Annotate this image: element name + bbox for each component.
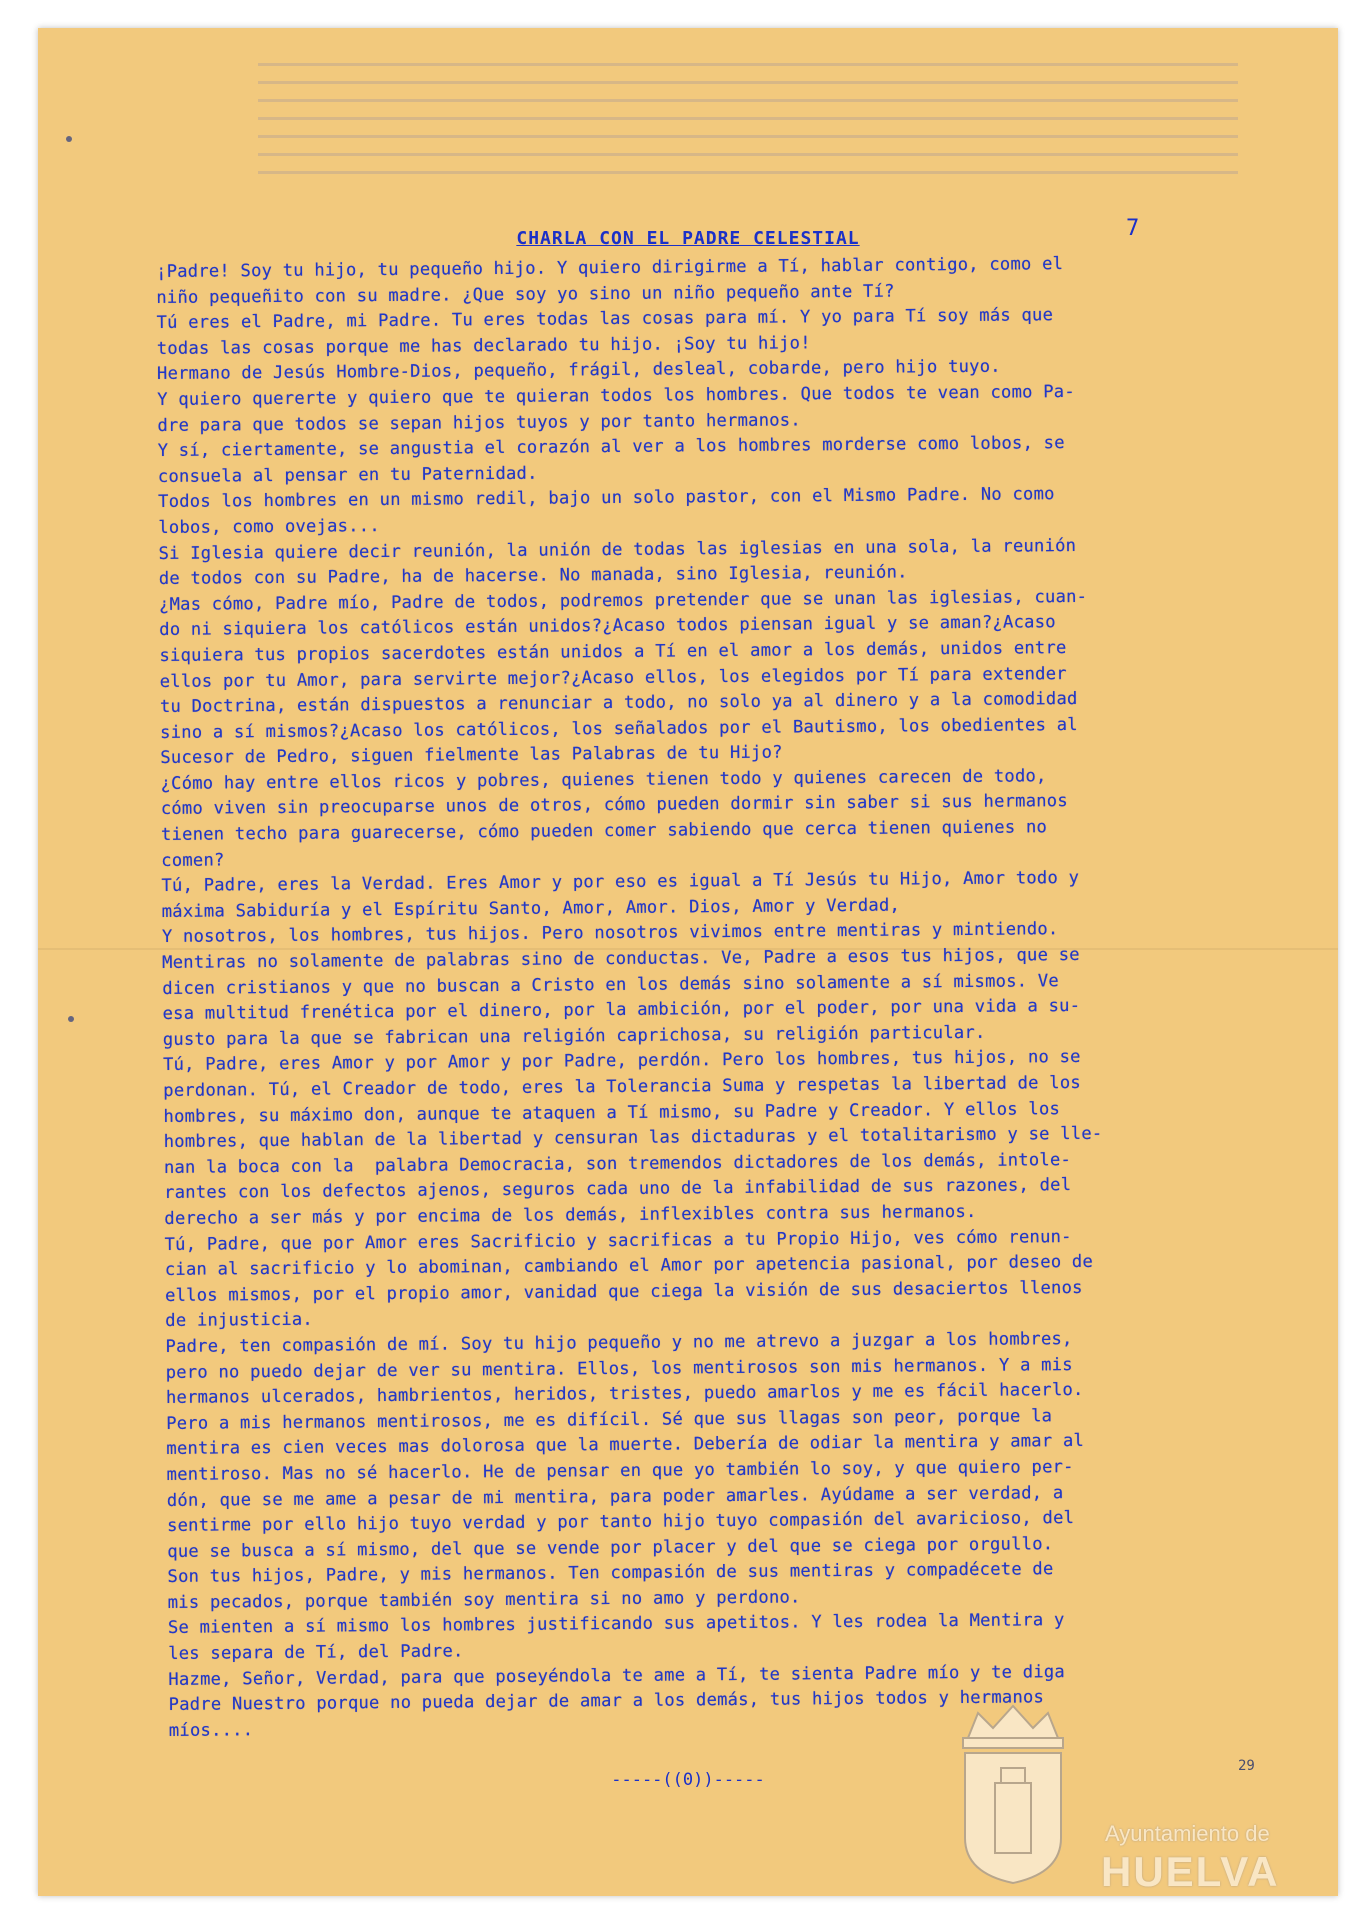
text-line: Se mienten a sí mismo los hombres justificando sus apetitos. Y les rodea la Mentira y	[167, 1610, 1065, 1639]
text-line: mentiroso. Mas no sé hacerlo. He de pensar en que yo también lo soy, y que quiero per-	[166, 1456, 1074, 1485]
text-line: dón, que se me ame a pesar de mi mentira, para poder amarles. Ayúdame a ser verdad, a	[166, 1482, 1064, 1511]
text-line: Sucesor de Pedro, siguen fielmente las Palabras de tu Hijo?	[160, 742, 783, 769]
text-line: siquiera tus propios sacerdotes están unidos a Tí en el amor a los demás, unidos entre	[159, 637, 1067, 666]
text-line: Son tus hijos, Padre, y mis hermanos. Ten compasión de sus mentiras y compadécete de	[167, 1559, 1054, 1588]
page-title: CHARLA CON EL PADRE CELESTIAL	[516, 228, 860, 249]
text-line: rantes con los defectos ajenos, seguros cada uno de la infabilidad de sus razones, del	[164, 1175, 1072, 1204]
text-line: ¿Cómo hay entre ellos ricos y pobres, quienes tienen todo y quienes carecen de todo,	[160, 766, 1047, 794]
text-line: Y sí, ciertamente, se angustia el corazón al ver a los hombres morderse como lobos, se	[157, 433, 1065, 462]
text-line: hombres, que hablan de la libertad y censuran las dictaduras y el totalitarismo y se lle-	[163, 1123, 1103, 1153]
text-line: niño pequeñito con su madre. ¿Que soy yo sino un niño pequeño ante Tí?	[156, 281, 895, 308]
text-line: Pero a mis hermanos mentirosos, me es difícil. Sé que sus llagas son peor, porque la	[166, 1405, 1053, 1434]
text-line: Y quiero quererte y quiero que te quieran todos los hombres. Que todos te vean como Pa-	[157, 381, 1075, 410]
text-line: tu Doctrina, están dispuestos a renunciar a todo, no solo ya al dinero y a la comodidad	[159, 689, 1078, 718]
huelva-watermark	[953, 1698, 1333, 1896]
text-line: dicen cristianos y que no buscan a Cristo en los demás sino solamente a sí mismos. Ve	[162, 970, 1059, 999]
text-line: Hermano de Jesús Hombre-Dios, pequeño, frágil, desleal, cobarde, pero hijo tuyo.	[156, 357, 1001, 385]
text-line: Si Iglesia quiere decir reunión, la unión de todas las iglesias en una sola, la reunión	[158, 535, 1077, 564]
text-line: cian al sacrificio y lo abominan, cambiando el Amor por apetencia pasional, por deseo de	[164, 1252, 1094, 1281]
page-number: 7	[1126, 216, 1140, 241]
text-line: Tú, Padre, eres Amor y por Amor y por Padre, perdón. Pero los hombres, tus hijos, no se	[162, 1047, 1081, 1076]
text-line: esa multitud frenética por el dinero, por la ambición, por el poder, por una vida a su-	[162, 996, 1081, 1025]
punch-hole-mark	[68, 1016, 74, 1022]
text-line: Todos los hombres en un mismo redil, bajo un solo pastor, con el Mismo Padre. No como	[158, 484, 1055, 513]
text-line: máxima Sabiduría y el Espíritu Santo, Amor, Amor. Dios, Amor y Verdad,	[161, 895, 901, 922]
text-line: sino a sí mismos?¿Acaso los católicos, los señalados por el Bautismo, los obedientes al	[160, 714, 1078, 743]
text-line: Tú, Padre, que por Amor eres Sacrificio y sacrificas a tu Propio Hijo, ves cómo renun-	[164, 1226, 1072, 1255]
text-line: hombres, su máximo don, aunque te ataquen a Tí mismo, su Padre y Creador. Y ellos los	[163, 1098, 1061, 1127]
text-line: perdonan. Tú, el Creador de todo, eres la Tolerancia Suma y respetas la libertad de los	[163, 1072, 1081, 1101]
text-line: Padre, ten compasión de mí. Soy tu hijo pequeño y no me atrevo a juzgar a los hombres,	[165, 1328, 1073, 1357]
text-line: nan la boca con la palabra Democracia, son tremendos dictadores de los demás, intole-	[163, 1149, 1072, 1178]
text-line: Mentiras no solamente de palabras sino de conductas. Ve, Padre a esos tus hijos, que se	[162, 944, 1080, 974]
text-line: ellos por tu Amor, para servirte mejor?¿Acaso ellos, los elegidos por Tí para extender	[159, 663, 1067, 692]
end-mark: -----((0))-----	[611, 1770, 765, 1790]
bleed-through-text	[258, 48, 1238, 228]
text-line: Padre Nuestro porque no pueda dejar de amar a los demás, tus hijos todos y hermanos	[168, 1687, 1045, 1716]
text-line: ellos mismos, por el propio amor, vanidad que ciega la visión de sus desaciertos llenos	[164, 1277, 1083, 1306]
text-line: míos....	[168, 1720, 254, 1741]
text-line: pero no puedo dejar de ver su mentira. Ellos, los mentirosos son mis hermanos. Y a mis	[165, 1354, 1073, 1383]
text-line: lobos, como ovejas...	[158, 515, 380, 538]
text-line: sentirme por ello hijo tuyo verdad y por tanto hijo tuyo compasión del avaricioso, del	[166, 1508, 1075, 1537]
text-line: do ni siquiera los católicos están unidos?¿Acaso todos piensan igual y se aman?¿Acaso	[159, 612, 1056, 641]
text-line: derecho a ser más y por encima de los demás, inflexibles contra sus hermanos.	[164, 1201, 977, 1229]
text-line: ¿Mas cómo, Padre mío, Padre de todos, podremos pretender que se unan las iglesias, cuan-	[158, 586, 1088, 615]
text-line: tienen techo para guarecerse, cómo pueden comer sabiendo que cerca tienen quienes no	[160, 817, 1048, 846]
document-page	[38, 28, 1338, 1896]
text-line: Hazme, Señor, Verdad, para que poseyéndola te ame a Tí, te sienta Padre mío y te diga	[168, 1661, 1066, 1690]
text-line: les separa de Tí, del Padre.	[168, 1641, 464, 1665]
text-line: gusto para la que se fabrican una religión caprichosa, su religión particular.	[162, 1022, 986, 1050]
text-line: mis pecados, porque también soy mentira si no amo y perdono.	[167, 1587, 801, 1613]
text-line: Tú, Padre, eres la Verdad. Eres Amor y por eso es igual a Tí Jesús tu Hijo, Amor todo y	[161, 868, 1080, 897]
watermark-line-2: HUELVA	[1101, 1848, 1280, 1895]
text-line: dre para que todos se sepan hijos tuyos y por tanto hermanos.	[157, 409, 801, 436]
punch-hole-mark	[66, 136, 72, 142]
text-line: comen?	[161, 850, 225, 871]
coat-of-arms-icon	[953, 1698, 1073, 1888]
text-line: cómo viven sin preocuparse unos de otros, cómo pueden dormir sin saber si sus hermanos	[160, 791, 1068, 820]
text-line: todas las cosas porque me has declarado tu hijo. ¡Soy tu hijo!	[156, 333, 811, 359]
text-line: de todos con su Padre, ha de hacerse. No manada, sino Iglesia, reunión.	[158, 562, 908, 590]
text-line: que se busca a sí mismo, del que se vende por placer y del que se ciega por orgullo.	[167, 1533, 1054, 1562]
text-line: mentira es cien veces mas dolorosa que la muerte. Debería de odiar la mentira y amar al	[166, 1431, 1085, 1460]
letter-body	[156, 250, 1294, 1744]
text-line: ¡Padre! Soy tu hijo, tu pequeño hijo. Y quiero dirigirme a Tí, hablar contigo, como el	[156, 254, 1064, 282]
text-line: Tú eres el Padre, mi Padre. Tu eres todas las cosas para mí. Y yo para Tí soy más que	[156, 305, 1054, 334]
text-line: hermanos ulcerados, hambrientos, heridos, tristes, puedo amarlos y me es fácil hacerlo.	[165, 1380, 1084, 1409]
watermark-line-1: Ayuntamiento de	[1105, 1821, 1270, 1846]
text-line: Y nosotros, los hombres, tus hijos. Pero nosotros vivimos entre mentiras y mintiendo.	[161, 919, 1059, 948]
text-line: consuela al pensar en tu Paternidad.	[157, 463, 538, 487]
text-line: de injusticia.	[165, 1310, 314, 1332]
archive-number: 29	[1238, 1758, 1255, 1774]
